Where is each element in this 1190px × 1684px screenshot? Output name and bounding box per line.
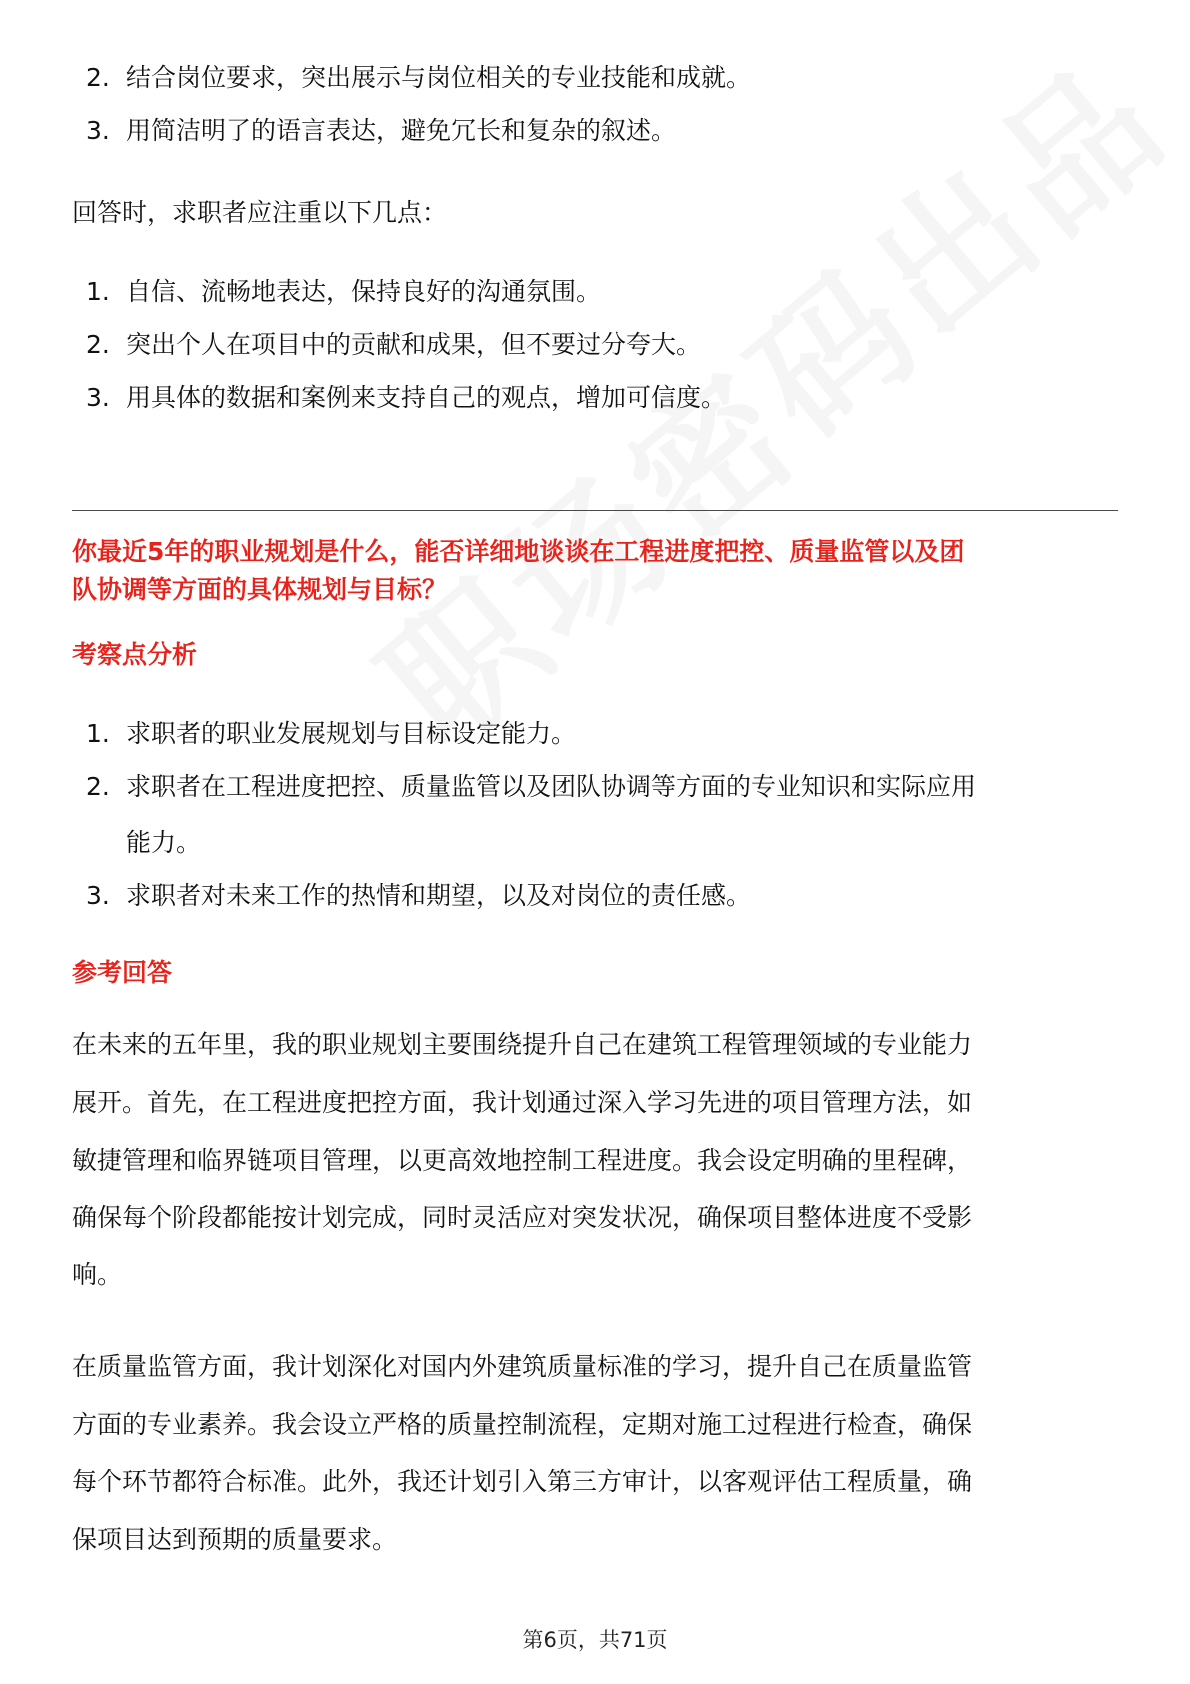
intro-text: 回答时，求职者应注重以下几点： bbox=[72, 198, 448, 227]
list-number: 1. bbox=[86, 277, 110, 306]
list-item bbox=[86, 317, 1126, 373]
paragraph-line: 保项目达到预期的质量要求。 bbox=[72, 1525, 398, 1554]
list-text: 结合岗位要求，突出展示与岗位相关的专业技能和成就。 bbox=[126, 63, 752, 92]
list-item bbox=[86, 50, 1126, 106]
list-text: 突出个人在项目中的贡献和成果，但不要过分夸大。 bbox=[126, 330, 702, 359]
section-divider bbox=[72, 510, 1118, 511]
list-text: 自信、流畅地表达，保持良好的沟通氛围。 bbox=[126, 277, 602, 306]
paragraph-line: 在未来的五年里，我的职业规划主要围绕提升自己在建筑工程管理领域的专业能力 bbox=[72, 1030, 973, 1059]
list-number: 2. bbox=[86, 63, 110, 92]
paragraph-line: 方面的专业素养。我会设立严格的质量控制流程，定期对施工过程进行检查，确保 bbox=[72, 1410, 973, 1439]
paragraph-line: 响。 bbox=[72, 1260, 123, 1289]
list-item bbox=[86, 868, 1126, 924]
paragraph-line: 展开。首先，在工程进度把控方面，我计划通过深入学习先进的项目管理方法，如 bbox=[72, 1088, 973, 1117]
paragraph-line: 每个环节都符合标准。此外，我还计划引入第三方审计，以客观评估工程质量，确 bbox=[72, 1467, 973, 1496]
paragraph-line: 确保每个阶段都能按计划完成，同时灵活应对突发状况，确保项目整体进度不受影 bbox=[72, 1203, 973, 1232]
list-number: 2. bbox=[86, 772, 110, 801]
list-text: 求职者的职业发展规划与目标设定能力。 bbox=[126, 719, 577, 748]
question-title-line: 队协调等方面的具体规划与目标？ bbox=[72, 575, 448, 604]
list-text: 用简洁明了的语言表达，避免冗长和复杂的叙述。 bbox=[126, 116, 677, 145]
analysis-heading: 考察点分析 bbox=[72, 640, 198, 669]
list-text: 求职者在工程进度把控、质量监管以及团队协调等方面的专业知识和实际应用 bbox=[126, 772, 977, 801]
question-title-line: 你最近5年的职业规划是什么，能否详细地谈谈在工程进度把控、质量监管以及团 bbox=[72, 537, 965, 566]
page-number: 第6页，共71页 bbox=[522, 1628, 668, 1652]
list-number: 3. bbox=[86, 881, 110, 910]
list-number: 3. bbox=[86, 383, 110, 412]
list-number: 3. bbox=[86, 116, 110, 145]
list-number: 1. bbox=[86, 719, 110, 748]
list-item bbox=[86, 759, 1126, 857]
list-item bbox=[86, 370, 1126, 426]
list-item bbox=[86, 103, 1126, 159]
list-number: 2. bbox=[86, 330, 110, 359]
paragraph-line: 敏捷管理和临界链项目管理，以更高效地控制工程进度。我会设定明确的里程碑， bbox=[72, 1146, 973, 1175]
list-text: 用具体的数据和案例来支持自己的观点，增加可信度。 bbox=[126, 383, 727, 412]
list-item bbox=[86, 706, 1126, 762]
list-text-continuation: 能力。 bbox=[126, 828, 202, 857]
list-text: 求职者对未来工作的热情和期望，以及对岗位的责任感。 bbox=[126, 881, 752, 910]
list-item bbox=[86, 264, 1126, 320]
paragraph-line: 在质量监管方面，我计划深化对国内外建筑质量标准的学习，提升自己在质量监管 bbox=[72, 1352, 973, 1381]
reference-heading: 参考回答 bbox=[72, 958, 173, 987]
